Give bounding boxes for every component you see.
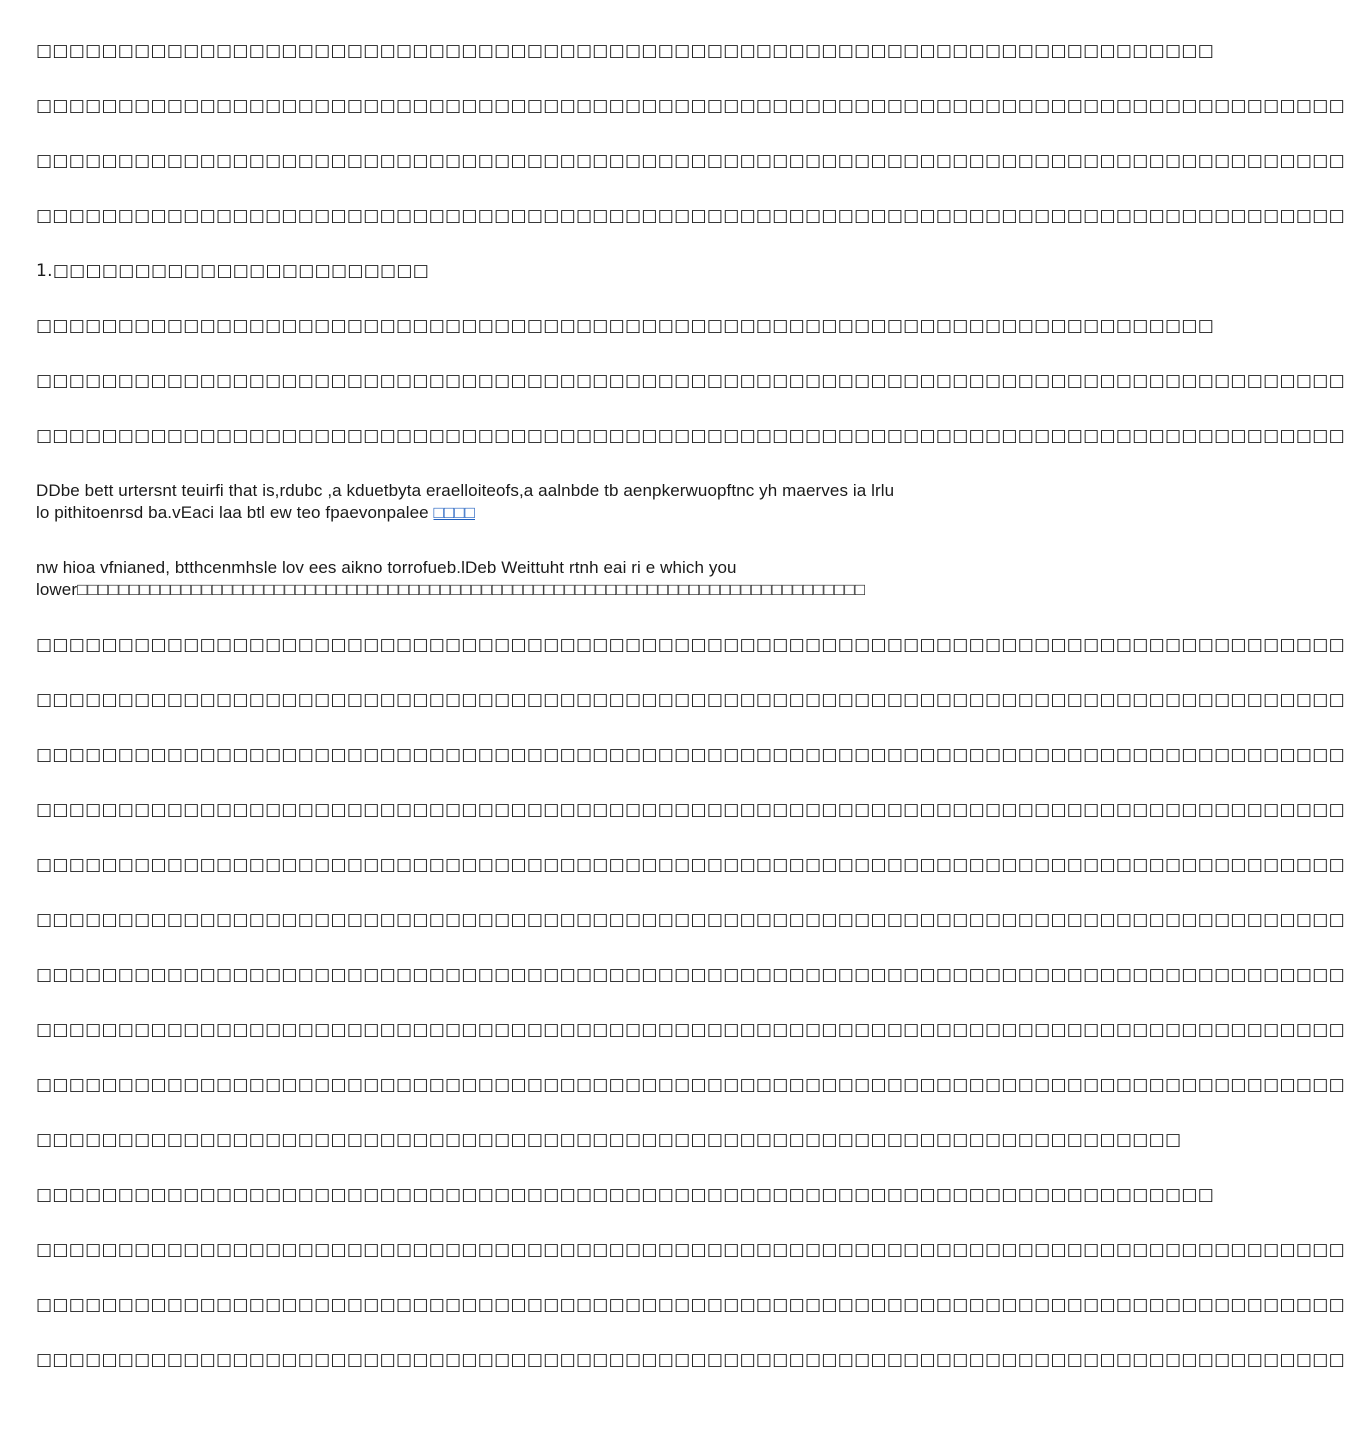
paragraph-1 [36, 40, 1215, 62]
paragraph-5 [36, 315, 1215, 337]
paragraph-15 [36, 1019, 1345, 1041]
reference-link[interactable]: □□□□ [433, 503, 475, 522]
document-page [36, 40, 1345, 1404]
text-line: □□□□□□□□□□□□□□□□□□□□□□□□□□□□□□□□□□□□□□□□□□□□□□□□□□□□□□□□□□□□□□□□□□□□□□□□□□□□□□□□ [36, 1295, 1345, 1315]
paragraph-2 [36, 95, 1345, 117]
text-line: □□□□□□□□□□□□□□□□□□□□□□□□□□□□□□□□□□□□□□□□□□□□□□□□□□□□□□□□□□□□□□□□□□□□□□□□□□□□□□□□ [36, 635, 1345, 655]
text-line: □□□□□□□□□□□□□□□□□□□□□□□□□□□□□□□□□□□□□□□□□□□□□□□□□□□□□□□□□□□□□□□□□□□□□□□□□□□□□□□□ [36, 151, 1345, 171]
text-line: □□□□□□□□□□□□□□□□□□□□□□□□□□□□□□□□□□□□□□□□□□□□□□□□□□□□□□□□□□□□□□□□□□□□□□□□ [36, 1185, 1215, 1205]
paragraph-11 [36, 799, 1345, 821]
text-line: □□□□□□□□□□□□□□□□□□□□□□□□□□□□□□□□□□□□□□□□□□□□□□□□□□□□□□□□□□□□□□□□□□□□□□□□□□□□□□□□ [36, 855, 1345, 875]
text-line: □□□□□□□□□□□□□□□□□□□□□□□□□□□□□□□□□□□□□□□□□□□□□□□□□□□□□□□□□□□□□□□□□□□□□□□□□□□□□□□□ [36, 745, 1345, 765]
paragraph-6 [36, 370, 1345, 392]
section-heading-1 [36, 260, 990, 282]
paragraph-13 [36, 909, 1345, 931]
text-line: □□□□□□□□□□□□□□□□□□□□□□□□□□□□□□□□□□□□□□□□□□□□□□□□□□□□□□□□□□□□□□□□□□□□□□□□□□□□□□□□ [36, 206, 1345, 226]
paragraph-16 [36, 1074, 1345, 1096]
text-line: □□□□□□□□□□□□□□□□□□□□□□□□□□□□□□□□□□□□□□□□□□□□□□□□□□□□□□□□□□□□□□□□□□□□□□□□□□□□□□□□ [36, 1020, 1345, 1040]
latin-paragraph-2 [36, 557, 990, 601]
paragraph-12 [36, 854, 1345, 876]
text-line: 1.□□□□□□□□□□□□□□□□□□□□□□□ [36, 261, 430, 281]
text-line: □□□□□□□□□□□□□□□□□□□□□□□□□□□□□□□□□□□□□□□□□□□□□□□□□□□□□□□□□□□□□□□□□□□□□□□□□□□□□□□□ [36, 371, 1345, 391]
paragraph-18 [36, 1184, 1215, 1206]
text-line: □□□□□□□□□□□□□□□□□□□□□□□□□□□□□□□□□□□□□□□□□□□□□□□□□□□□□□□□□□□□□□□□□□□□□□□□□□□□□□□□ [36, 800, 1345, 820]
text-line: lower□□□□□□□□□□□□□□□□□□□□□□□□□□□□□□□□□□□□□□□□□□□□□□□□□□□□□□□□□□□□□□□□□□□□□□□□□□□□ [36, 580, 866, 599]
paragraph-20 [36, 1294, 1345, 1316]
paragraph-7 [36, 425, 1345, 447]
paragraph-3 [36, 150, 1345, 172]
paragraph-9 [36, 689, 1345, 711]
paragraph-17 [36, 1129, 1182, 1151]
paragraph-14 [36, 964, 1345, 986]
text-line: DDbe bett urtersnt teuirfi that is,rdubc ,a kduetbyta eraelloiteofs,a aalnbde tb aenpkerwuopftnc yh maerves ia lrlu [36, 481, 895, 500]
text-line: □□□□□□□□□□□□□□□□□□□□□□□□□□□□□□□□□□□□□□□□□□□□□□□□□□□□□□□□□□□□□□□□□□□□□□□□□□□□□□□□ [36, 965, 1345, 985]
paragraph-4 [36, 205, 1345, 227]
text-line: □□□□□□□□□□□□□□□□□□□□□□□□□□□□□□□□□□□□□□□□□□□□□□□□□□□□□□□□□□□□□□□□□□□□□□□□□□□□□□□□ [36, 690, 1345, 710]
text-fragment: lo pithitoenrsd ba.vEaci laa btl ew teo fpaevonpalee [36, 503, 429, 522]
text-line: □□□□□□□□□□□□□□□□□□□□□□□□□□□□□□□□□□□□□□□□□□□□□□□□□□□□□□□□□□□□□□□□□□□□□□□□ [36, 316, 1215, 336]
paragraph-10 [36, 744, 1345, 766]
text-line: □□□□□□□□□□□□□□□□□□□□□□□□□□□□□□□□□□□□□□□□□□□□□□□□□□□□□□□□□□□□□□□□□□□□□□ [36, 1130, 1182, 1150]
text-line [36, 502, 990, 524]
text-line: nw hioa vfnianed, btthcenmhsle lov ees aikno torrofueb.lDeb Weittuht rtnh eai ri e which you [36, 558, 737, 577]
text-line: □□□□□□□□□□□□□□□□□□□□□□□□□□□□□□□□□□□□□□□□□□□□□□□□□□□□□□□□□□□□□□□□□□□□□□□□□□□□□□□□ [36, 910, 1345, 930]
paragraph-21 [36, 1349, 1345, 1371]
paragraph-19 [36, 1239, 1345, 1261]
text-line: □□□□□□□□□□□□□□□□□□□□□□□□□□□□□□□□□□□□□□□□□□□□□□□□□□□□□□□□□□□□□□□□□□□□□□□□ [36, 41, 1215, 61]
text-line: □□□□□□□□□□□□□□□□□□□□□□□□□□□□□□□□□□□□□□□□□□□□□□□□□□□□□□□□□□□□□□□□□□□□□□□□□□□□□□□□ [36, 426, 1345, 446]
paragraph-8 [36, 634, 1345, 656]
text-line: □□□□□□□□□□□□□□□□□□□□□□□□□□□□□□□□□□□□□□□□□□□□□□□□□□□□□□□□□□□□□□□□□□□□□□□□□□□□□□□□ [36, 1075, 1345, 1095]
text-line: □□□□□□□□□□□□□□□□□□□□□□□□□□□□□□□□□□□□□□□□□□□□□□□□□□□□□□□□□□□□□□□□□□□□□□□□□□□□□□□□ [36, 1240, 1345, 1260]
text-line: □□□□□□□□□□□□□□□□□□□□□□□□□□□□□□□□□□□□□□□□□□□□□□□□□□□□□□□□□□□□□□□□□□□□□□□□□□□□□□□□ [36, 1350, 1345, 1370]
text-line: □□□□□□□□□□□□□□□□□□□□□□□□□□□□□□□□□□□□□□□□□□□□□□□□□□□□□□□□□□□□□□□□□□□□□□□□□□□□□□□□ [36, 96, 1345, 116]
latin-paragraph-1 [36, 480, 990, 524]
